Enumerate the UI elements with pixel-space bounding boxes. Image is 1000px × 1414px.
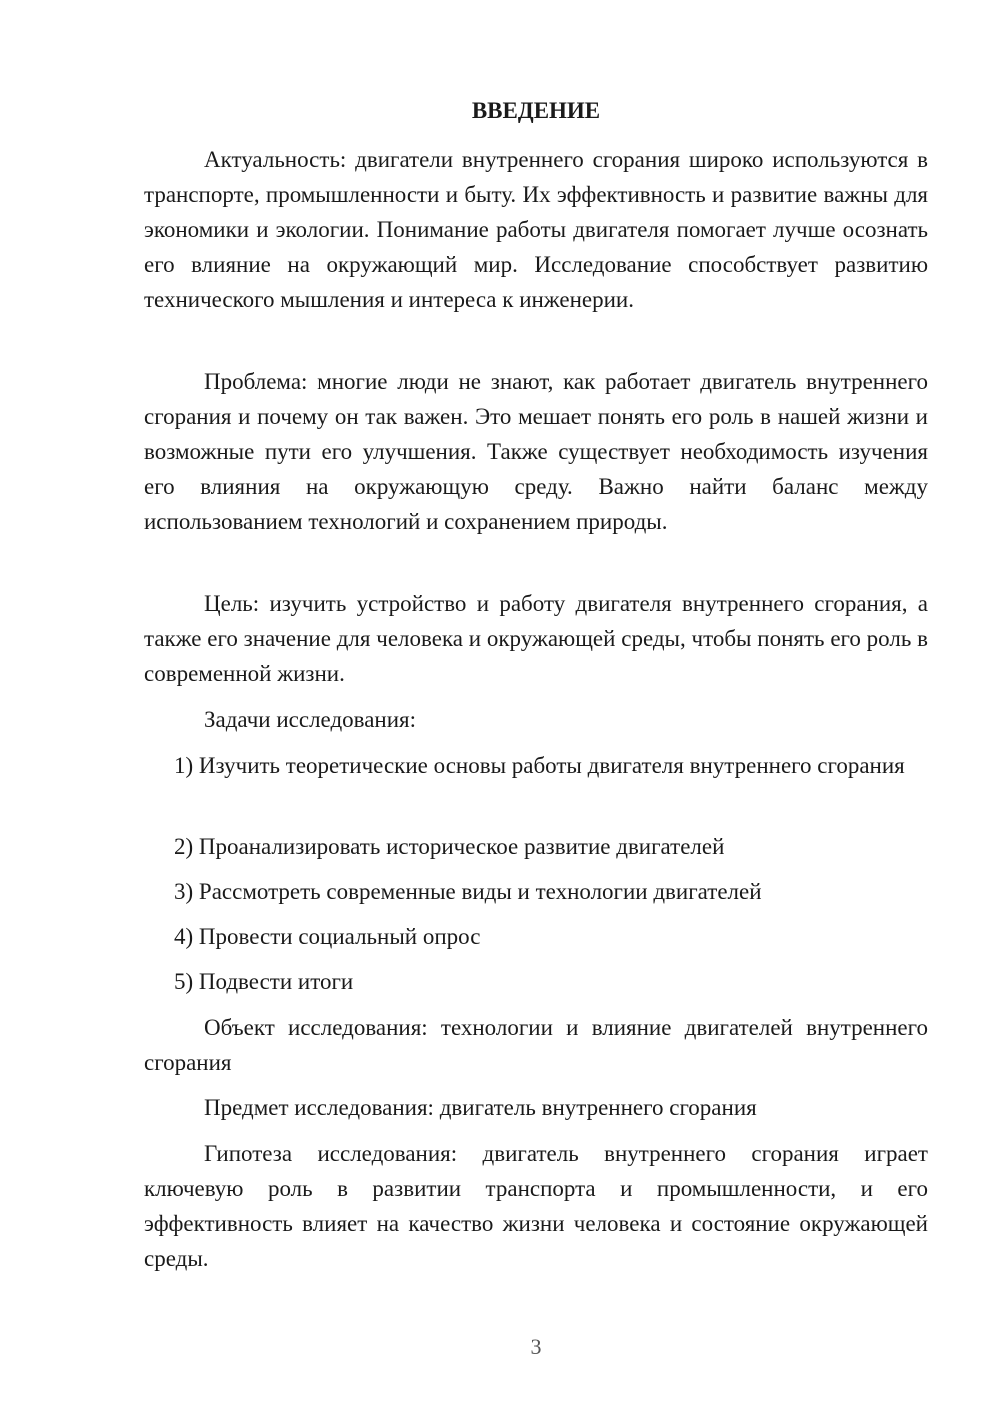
paragraph-tasks-heading: [144, 702, 928, 737]
subject-text: Предмет исследования: двигатель внутреннего сгорания: [204, 1095, 757, 1120]
task-text-4: 4) Провести социальный опрос: [174, 924, 481, 949]
task-text-3: 3) Рассмотреть современные виды и технологии двигателей: [174, 879, 762, 904]
paragraph-problem: [144, 364, 928, 539]
task-item-3: [144, 874, 928, 909]
task-item-4: [144, 919, 928, 954]
paragraph-hypothesis: [144, 1136, 928, 1276]
object-text: Объект исследования: технологии и влияние двигателей внутреннего сгорания: [144, 1015, 928, 1075]
hypothesis-text: Гипотеза исследования: двигатель внутреннего сгорания играет ключевую роль в развитии транспорта и промышленности, и его эффективность влияет на качество жизни человека и состояние окружающей среды.: [144, 1141, 928, 1271]
goal-text: Цель: изучить устройство и работу двигателя внутреннего сгорания, а также его значение для человека и окружающей среды, чтобы понять его роль в современной жизни.: [144, 591, 928, 686]
relevance-text: Актуальность: двигатели внутреннего сгорания широко используются в транспорте, промышленности и быту. Их эффективность и развитие важны для экономики и экологии. Понимание работы двигателя помогает лучше осознать его влияние на окружающий мир. Исследование способствует развитию технического мышления и интереса к инженерии.: [144, 147, 928, 312]
task-text-2: 2) Проанализировать историческое развитие двигателей: [174, 834, 725, 859]
tasks-heading-text: Задачи исследования:: [204, 707, 417, 732]
section-heading: ВВЕДЕНИЕ: [471, 98, 601, 123]
paragraph-relevance: [144, 142, 928, 317]
task-item-2: [144, 829, 928, 864]
task-item-5: [144, 964, 928, 999]
problem-text: Проблема: многие люди не знают, как работает двигатель внутреннего сгорания и почему он так важен. Это мешает понять его роль в нашей жизни и возможные пути его улучшения. Также существует необходимость изучения его влияния на окружающую среду. Важно найти баланс между использованием технологий и сохранением природы.: [144, 369, 928, 534]
task-text-1: 1) Изучить теоретические основы работы двигателя внутреннего сгорания: [174, 753, 905, 778]
paragraph-subject: [144, 1090, 928, 1125]
page-number: 3: [530, 1334, 542, 1359]
paragraph-goal: [144, 586, 928, 691]
task-text-5: 5) Подвести итоги: [174, 969, 354, 994]
task-item-1: [144, 748, 928, 783]
paragraph-object: [144, 1010, 928, 1080]
